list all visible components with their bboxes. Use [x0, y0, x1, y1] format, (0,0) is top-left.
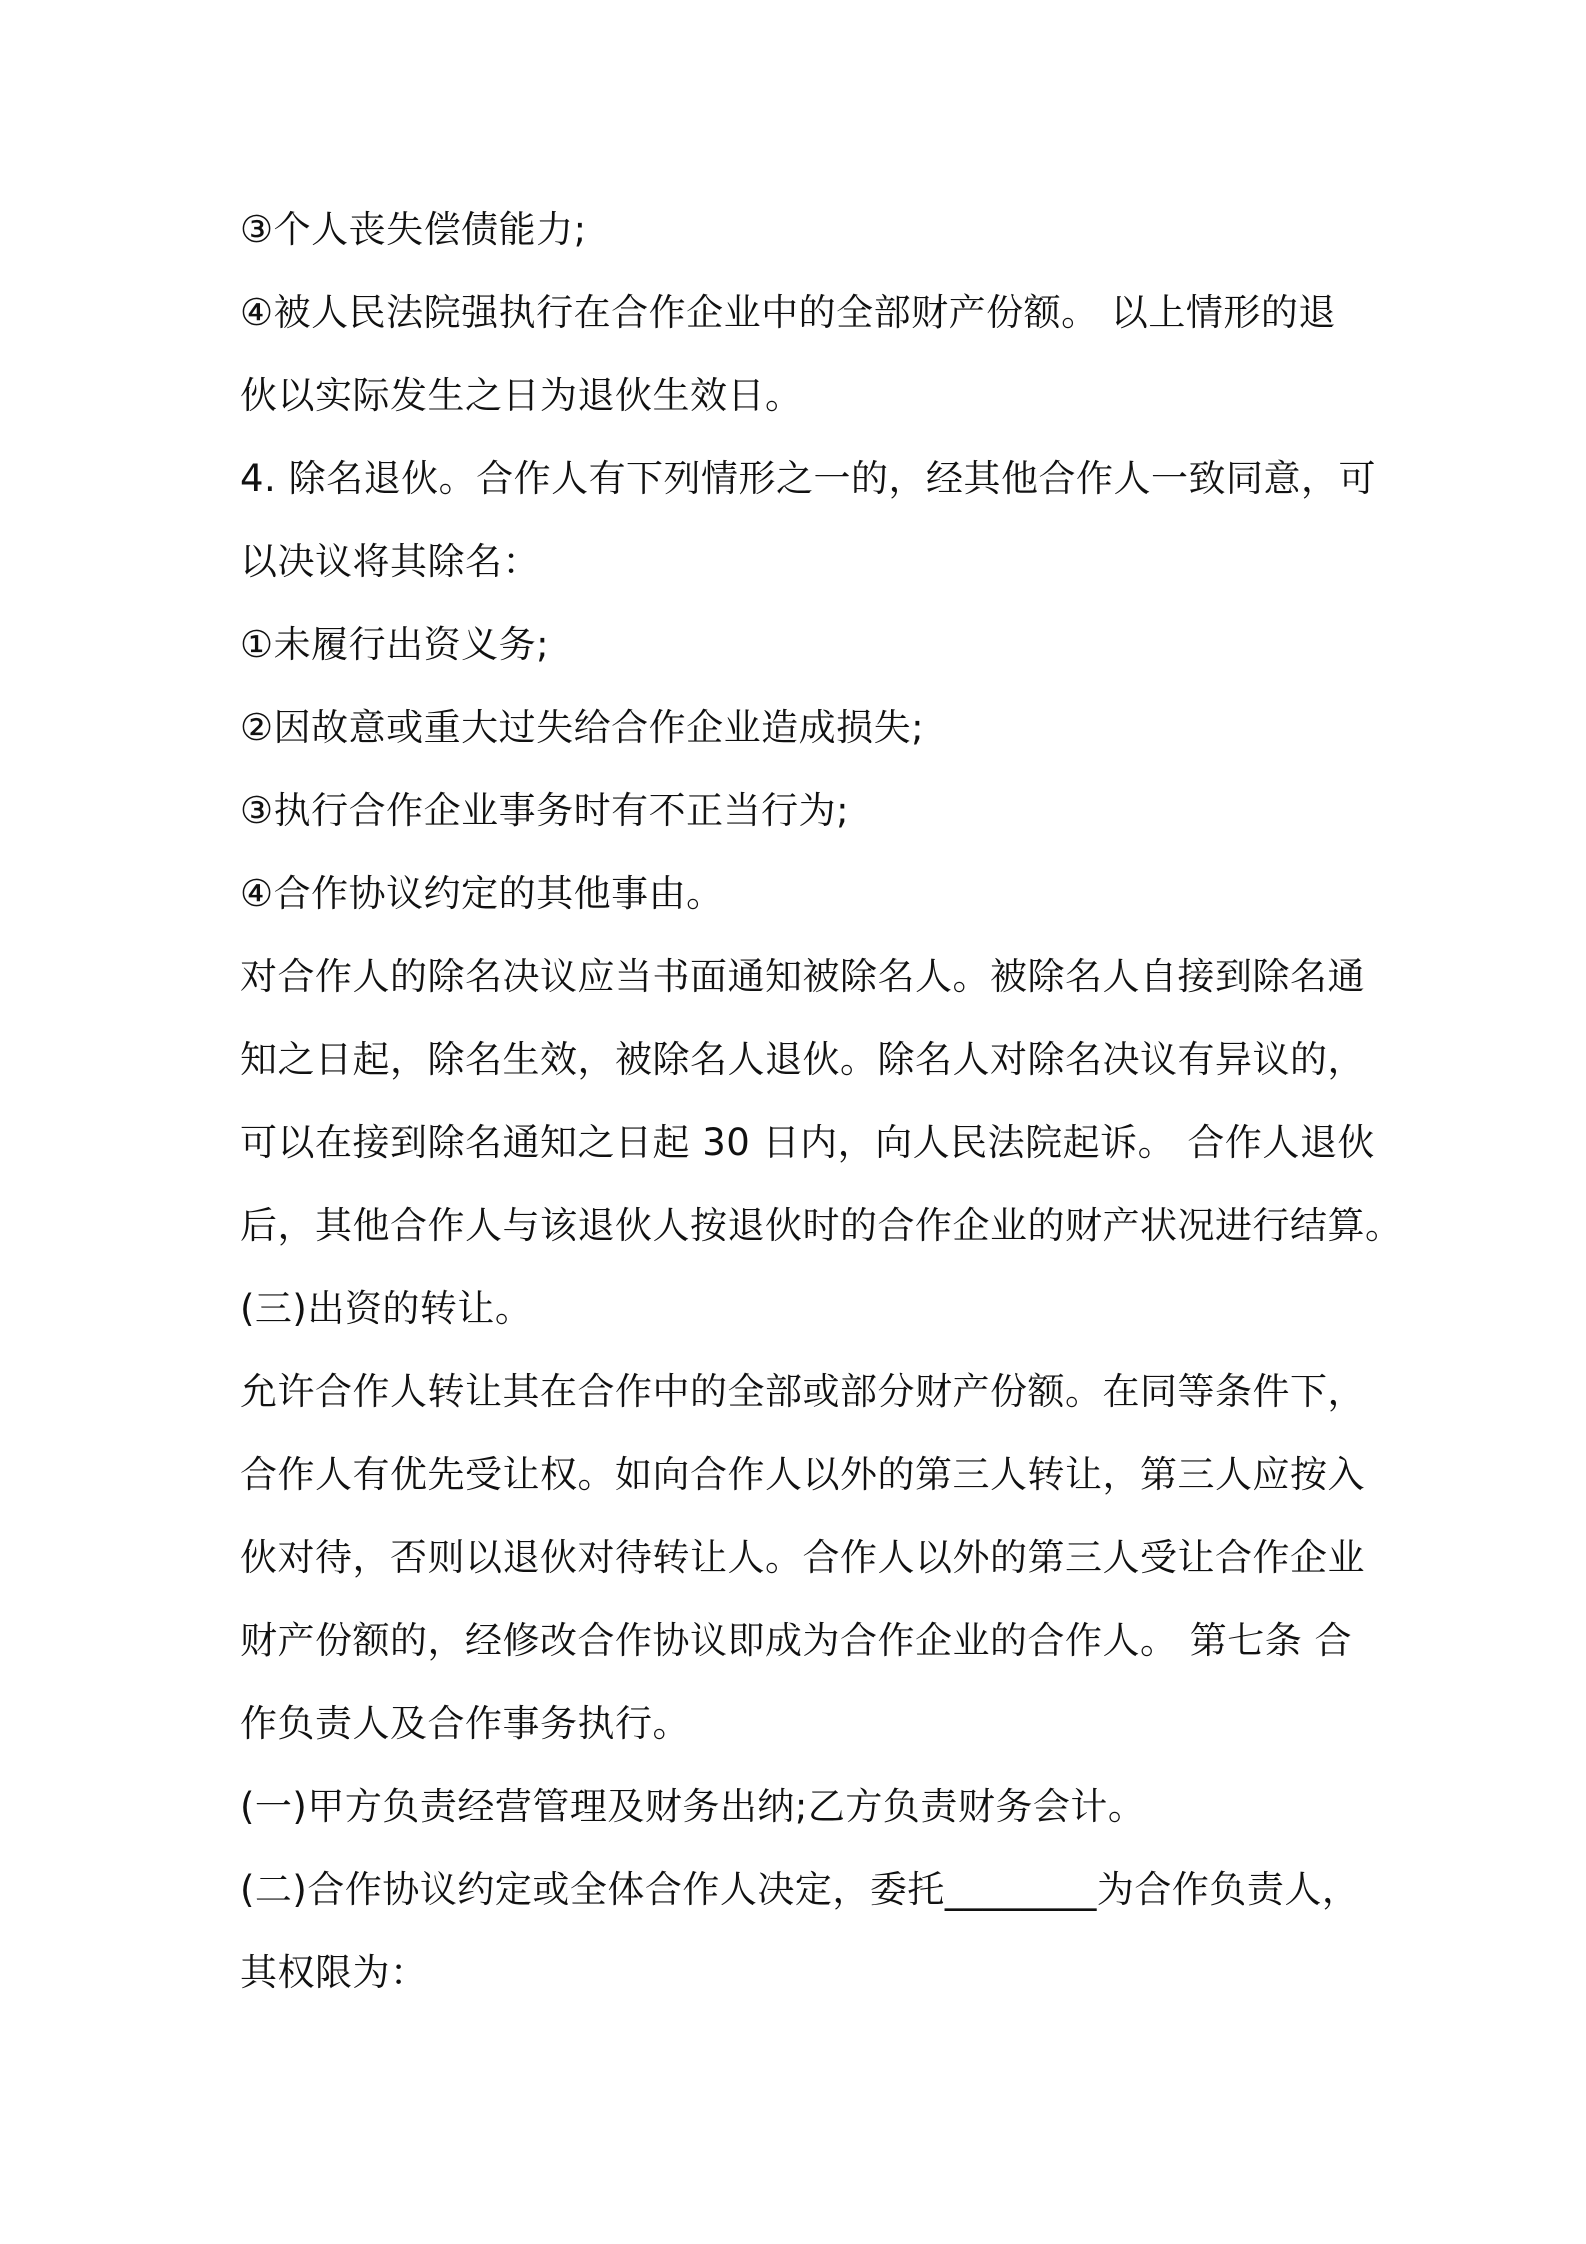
text-line: 4. 除名退伙。合作人有下列情形之一的，经其他合作人一致同意，可	[240, 457, 1377, 500]
text-line: 知之日起，除名生效，被除名人退伙。除名人对除名决议有异议的，	[240, 1038, 1365, 1081]
text-line: 对合作人的除名决议应当书面通知被除名人。被除名人自接到除名通	[240, 955, 1365, 998]
text-line: 作负责人及合作事务执行。	[240, 1702, 690, 1745]
text-line: 财产份额的，经修改合作协议即成为合作企业的合作人。 第七条 合	[240, 1619, 1353, 1662]
text-line: 伙对待，否则以退伙对待转让人。合作人以外的第三人受让合作企业	[240, 1536, 1365, 1579]
text-line: 合作人有优先受让权。如向合作人以外的第三人转让，第三人应按入	[240, 1453, 1365, 1496]
text-line: ②因故意或重大过失给合作企业造成损失;	[240, 706, 925, 749]
text-line: 其权限为：	[240, 1951, 428, 1994]
text-line: ③个人丧失偿债能力;	[240, 208, 587, 251]
text-line: (一)甲方负责经营管理及财务出纳;乙方负责财务会计。	[240, 1785, 1146, 1828]
text-line: ①未履行出资义务;	[240, 623, 550, 666]
text-line: 伙以实际发生之日为退伙生效日。	[240, 374, 803, 417]
text-line: 后，其他合作人与该退伙人按退伙时的合作企业的财产状况进行结算。	[240, 1204, 1403, 1247]
text-line: ④合作协议约定的其他事由。	[240, 872, 724, 915]
text-line: 允许合作人转让其在合作中的全部或部分财产份额。在同等条件下，	[240, 1370, 1365, 1413]
text-line: 可以在接到除名通知之日起 30 日内，向人民法院起诉。 合作人退伙	[240, 1121, 1375, 1164]
text-line: (三)出资的转让。	[240, 1287, 533, 1330]
text-line: 以决议将其除名：	[240, 540, 540, 583]
text-line: ④被人民法院强执行在合作企业中的全部财产份额。 以上情形的退	[240, 291, 1336, 334]
text-line: ③执行合作企业事务时有不正当行为;	[240, 789, 850, 832]
text-line: (二)合作协议约定或全体合作人决定，委托________为合作负责人，	[240, 1868, 1360, 1911]
